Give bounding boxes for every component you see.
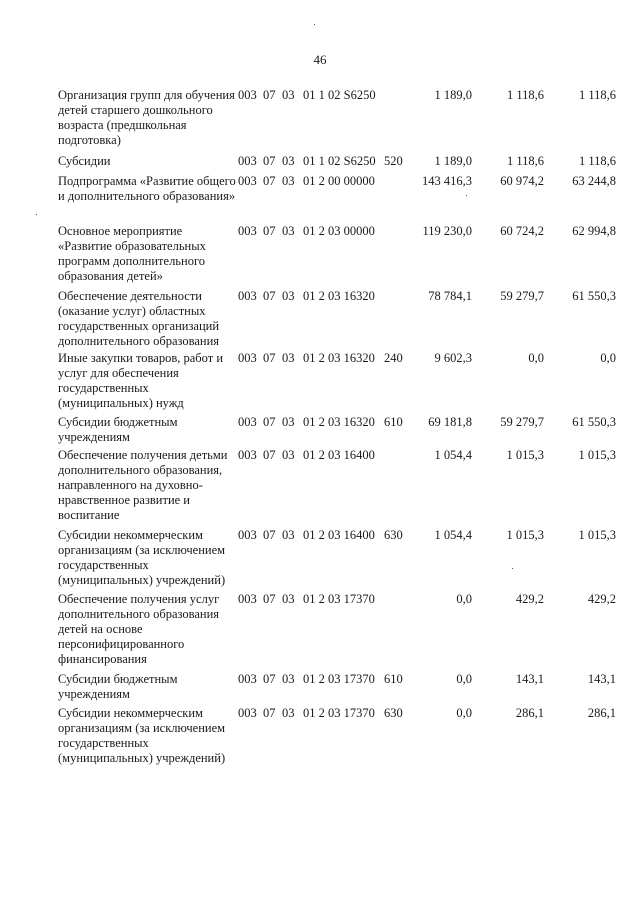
row-amount-year-1: 69 181,8 xyxy=(428,415,472,429)
row-amount-year-3: 143,1 xyxy=(587,672,616,686)
scan-speck xyxy=(314,24,315,25)
row-name: Организация групп для обучения детей старшего дошкольного возраста (предшкольная подготовка) xyxy=(58,88,235,147)
row-target-article: 01 2 03 16320 xyxy=(303,289,375,303)
row-amount-year-1: 1 189,0 xyxy=(434,88,472,102)
row-subsection-code: 03 xyxy=(282,672,295,686)
row-target-article: 01 1 02 S6250 xyxy=(303,88,376,102)
row-name: Основное мероприятие «Развитие образовательных программ дополнительного образования детей» xyxy=(58,224,206,283)
row-section-code: 07 xyxy=(263,351,276,365)
row-amount-year-1: 143 416,3 xyxy=(422,174,472,188)
row-ministry-code: 003 xyxy=(238,415,257,429)
row-expense-type: 630 xyxy=(384,706,403,720)
row-amount-year-1: 0,0 xyxy=(456,706,472,720)
row-expense-type: 630 xyxy=(384,528,403,542)
row-amount-year-3: 61 550,3 xyxy=(572,415,616,429)
row-subsection-code: 03 xyxy=(282,706,295,720)
row-amount-year-2: 60 724,2 xyxy=(500,224,544,238)
row-amount-year-3: 62 994,8 xyxy=(572,224,616,238)
row-section-code: 07 xyxy=(263,174,276,188)
row-subsection-code: 03 xyxy=(282,224,295,238)
row-subsection-code: 03 xyxy=(282,88,295,102)
row-amount-year-2: 59 279,7 xyxy=(500,289,544,303)
row-amount-year-2: 0,0 xyxy=(528,351,544,365)
row-section-code: 07 xyxy=(263,528,276,542)
row-section-code: 07 xyxy=(263,415,276,429)
row-amount-year-3: 1 015,3 xyxy=(578,448,616,462)
row-name: Субсидии некоммерческим организациям (за исключением государственных (муниципальных) учреждений) xyxy=(58,706,226,765)
row-ministry-code: 003 xyxy=(238,289,257,303)
row-amount-year-1: 0,0 xyxy=(456,592,472,606)
row-amount-year-1: 0,0 xyxy=(456,672,472,686)
row-amount-year-1: 1 054,4 xyxy=(434,528,472,542)
row-section-code: 07 xyxy=(263,88,276,102)
row-amount-year-3: 63 244,8 xyxy=(572,174,616,188)
scan-speck xyxy=(36,214,37,215)
scan-speck xyxy=(512,568,513,569)
row-ministry-code: 003 xyxy=(238,351,257,365)
row-amount-year-2: 143,1 xyxy=(515,672,544,686)
row-amount-year-1: 119 230,0 xyxy=(422,224,472,238)
row-amount-year-2: 286,1 xyxy=(515,706,544,720)
row-name: Обеспечение получения детьми дополнительного образования, направленного на духовно-нравственное развитие и воспитание xyxy=(58,448,228,522)
row-ministry-code: 003 xyxy=(238,448,257,462)
row-target-article: 01 2 03 17370 xyxy=(303,706,375,720)
row-ministry-code: 003 xyxy=(238,224,257,238)
row-subsection-code: 03 xyxy=(282,592,295,606)
row-subsection-code: 03 xyxy=(282,528,295,542)
row-ministry-code: 003 xyxy=(238,88,257,102)
row-expense-type: 610 xyxy=(384,672,403,686)
row-ministry-code: 003 xyxy=(238,706,257,720)
row-amount-year-3: 429,2 xyxy=(587,592,616,606)
row-amount-year-3: 1 015,3 xyxy=(578,528,616,542)
row-amount-year-1: 78 784,1 xyxy=(428,289,472,303)
row-section-code: 07 xyxy=(263,706,276,720)
row-amount-year-1: 1 054,4 xyxy=(434,448,472,462)
row-subsection-code: 03 xyxy=(282,289,295,303)
row-name: Подпрограмма «Развитие общего и дополнительного образования» xyxy=(58,174,236,203)
row-name: Обеспечение деятельности (оказание услуг) областных государственных организаций дополнительного образования xyxy=(58,289,220,348)
row-amount-year-2: 59 279,7 xyxy=(500,415,544,429)
row-subsection-code: 03 xyxy=(282,351,295,365)
row-section-code: 07 xyxy=(263,289,276,303)
row-amount-year-2: 1 015,3 xyxy=(506,448,544,462)
row-amount-year-1: 1 189,0 xyxy=(434,154,472,168)
row-ministry-code: 003 xyxy=(238,528,257,542)
row-section-code: 07 xyxy=(263,592,276,606)
row-amount-year-2: 1 118,6 xyxy=(506,88,544,102)
row-name: Субсидии бюджетным учреждениям xyxy=(58,415,178,444)
row-expense-type: 240 xyxy=(384,351,403,365)
row-target-article: 01 2 03 16320 xyxy=(303,351,375,365)
row-ministry-code: 003 xyxy=(238,592,257,606)
row-name: Обеспечение получения услуг дополнительного образования детей на основе персонифицированного финансирования xyxy=(58,592,220,666)
row-section-code: 07 xyxy=(263,154,276,168)
row-amount-year-3: 1 118,6 xyxy=(578,88,616,102)
row-amount-year-3: 286,1 xyxy=(587,706,616,720)
row-subsection-code: 03 xyxy=(282,415,295,429)
row-amount-year-1: 9 602,3 xyxy=(434,351,472,365)
row-expense-type: 520 xyxy=(384,154,403,168)
row-section-code: 07 xyxy=(263,448,276,462)
row-target-article: 01 2 03 16400 xyxy=(303,448,375,462)
row-target-article: 01 2 03 17370 xyxy=(303,672,375,686)
row-subsection-code: 03 xyxy=(282,448,295,462)
row-target-article: 01 2 03 17370 xyxy=(303,592,375,606)
row-name: Иные закупки товаров, работ и услуг для обеспечения государственных (муниципальных) нужд xyxy=(58,351,224,410)
page-number: 46 xyxy=(313,52,327,67)
row-section-code: 07 xyxy=(263,224,276,238)
row-target-article: 01 2 00 00000 xyxy=(303,174,375,188)
row-target-article: 01 2 03 16320 xyxy=(303,415,375,429)
row-section-code: 07 xyxy=(263,672,276,686)
row-amount-year-3: 1 118,6 xyxy=(578,154,616,168)
row-target-article: 01 2 03 00000 xyxy=(303,224,375,238)
row-ministry-code: 003 xyxy=(238,174,257,188)
row-name: Субсидии xyxy=(58,154,111,168)
row-expense-type: 610 xyxy=(384,415,403,429)
row-amount-year-3: 0,0 xyxy=(600,351,616,365)
row-name: Субсидии бюджетным учреждениям xyxy=(58,672,178,701)
row-ministry-code: 003 xyxy=(238,672,257,686)
row-target-article: 01 1 02 S6250 xyxy=(303,154,376,168)
row-amount-year-3: 61 550,3 xyxy=(572,289,616,303)
row-target-article: 01 2 03 16400 xyxy=(303,528,375,542)
row-amount-year-2: 1 015,3 xyxy=(506,528,544,542)
row-amount-year-2: 429,2 xyxy=(515,592,544,606)
row-amount-year-2: 1 118,6 xyxy=(506,154,544,168)
row-ministry-code: 003 xyxy=(238,154,257,168)
row-subsection-code: 03 xyxy=(282,174,295,188)
row-name: Субсидии некоммерческим организациям (за исключением государственных (муниципальных) учреждений) xyxy=(58,528,226,587)
scan-speck xyxy=(466,195,467,196)
row-amount-year-2: 60 974,2 xyxy=(500,174,544,188)
row-subsection-code: 03 xyxy=(282,154,295,168)
